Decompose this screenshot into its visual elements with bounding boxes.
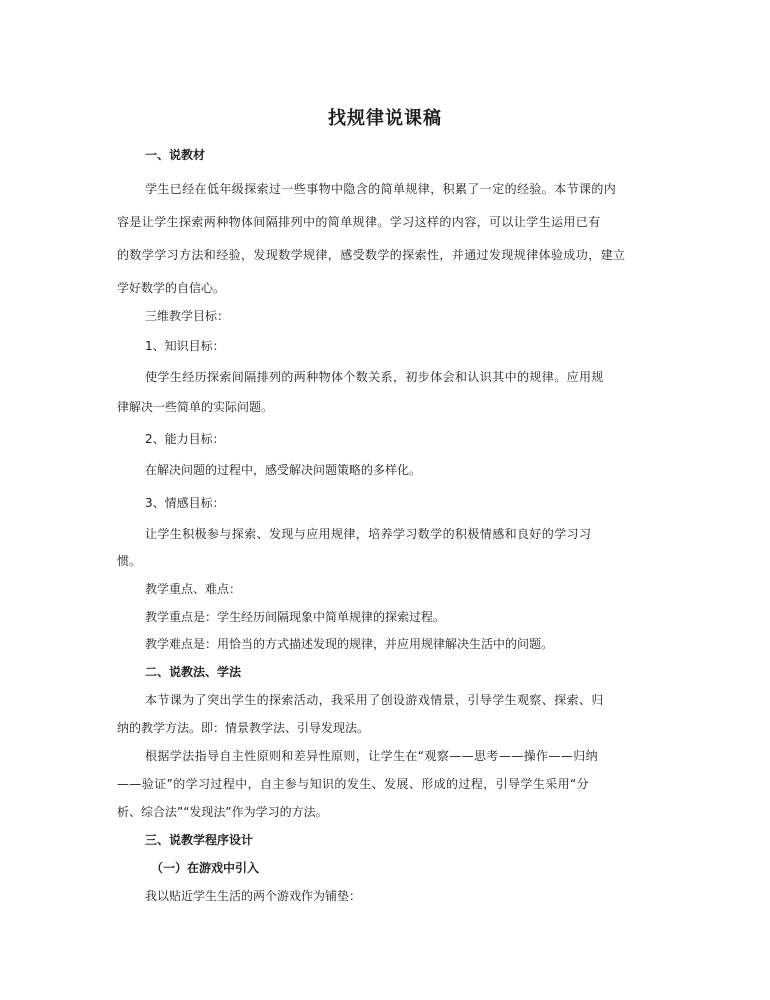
goal-3-label: 3、情感目标： [145,496,225,510]
paragraph-line: 律解决一些简单的实际问题。 [117,400,274,414]
paragraph-line: 惯。 [117,554,142,568]
paragraph-line: 的数学学习方法和经验，发现数学规律，感受数学的探索性，并通过发现规律体验成功，建立 [117,248,626,262]
difficult-point-text: 教学难点是：用恰当的方式描述发现的规律，并应用规律解决生活中的问题。 [145,637,554,651]
goals-label: 三维教学目标： [145,309,230,323]
section-heading-1: 一、说教材 [145,148,206,162]
paragraph-line: ——验证”的学习过程中，自主参与知识的发生、发展、形成的过程，引导学生采用“分 [117,777,590,791]
key-points-label: 教学重点、难点： [145,582,242,596]
goal-1-label: 1、知识目标： [145,339,225,353]
section-heading-3: 三、说教学程序设计 [145,833,254,847]
key-point-text: 教学重点是：学生经历间隔现象中简单规律的探索过程。 [145,610,446,624]
subsection-heading-1: （一）在游戏中引入 [151,861,260,875]
paragraph-line: 学好数学的自信心。 [117,281,226,295]
goal-2-label: 2、能力目标： [145,432,225,446]
paragraph-line: 本节课为了突出学生的探索活动，我采用了创设游戏情景，引导学生观察、探索、归 [145,693,604,707]
paragraph-line: 在解决问题的过程中，感受解决问题策略的多样化。 [145,463,422,477]
document-title: 找规律说课稿 [328,108,442,129]
section-heading-2: 二、说教法、学法 [145,665,242,679]
paragraph-line: 学生已经在低年级探索过一些事物中隐含的简单规律，积累了一定的经验。本节课的内 [145,182,617,196]
paragraph-line: 我以贴近学生生活的两个游戏作为铺垫： [145,889,362,903]
paragraph-line: 纳的教学方法。即：情景教学法、引导发现法。 [117,721,370,735]
paragraph-line: 让学生积极参与探索、发现与应用规律，培养学习数学的积极情感和良好的学习习 [145,527,592,541]
paragraph-line: 容是让学生探索两种物体间隔排列中的简单规律。学习这样的内容，可以让学生运用已有 [117,215,601,229]
paragraph-line: 析、综合法”“发现法”作为学习的方法。 [117,805,328,819]
paragraph-line: 根据学法指导自主性原则和差异性原则，让学生在“观察——思考——操作——归纳 [145,749,599,763]
paragraph-line: 使学生经历探索间隔排列的两种物体个数关系，初步体会和认识其中的规律。应用规 [145,370,604,384]
